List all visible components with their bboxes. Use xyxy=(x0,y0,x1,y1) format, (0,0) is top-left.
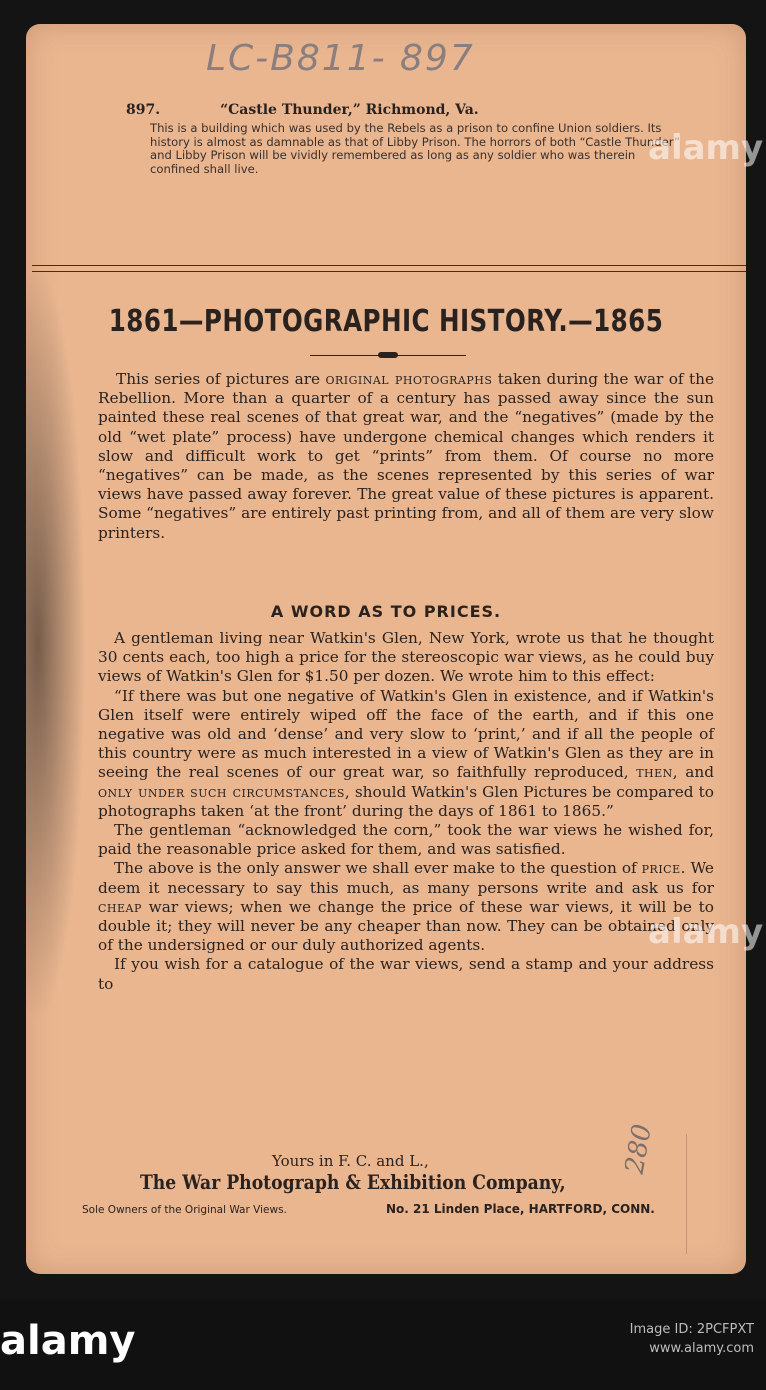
ink-stain xyxy=(26,264,86,1024)
handwritten-margin-note: 280 xyxy=(619,1121,658,1177)
photo-caption xyxy=(126,102,686,176)
prices-paragraph: A gentleman living near Watkin's Glen, New York, wrote us that he thought 30 cents each, too high a price for the stereoscopic war views, as he could buy views of Watkin's Glen for $1.50 per dozen. We wrote him to this effect: xyxy=(98,629,714,686)
prices-paragraph: The above is the only answer we shall ever make to the question of price. We deem it necessary to say this much, as many persons write and ask us for cheap war views; when we change the price of these war views, it will be to double it; they will never be any cheaper than now. They can be obtained only of the undersigned or our duly authorized agents. xyxy=(98,859,714,955)
watermark: alamy xyxy=(648,128,764,168)
divider-rule xyxy=(32,265,746,266)
intro-emphasis: original photographs xyxy=(325,370,493,388)
footer-owners: Sole Owners of the Original War Views. xyxy=(82,1204,287,1216)
divider-rule xyxy=(32,271,746,272)
intro-text: taken during the war of the Rebellion. More than a quarter of a century has passed away since the sun painted these real scenes of that great war, and the “negatives” (made by the old “wet plate” process) have undergone chemical changes which renders it slow and difficult work to get “prints” from them. Of course no more “negatives” can be made, as the scenes represented by this series of war views have passed away forever. The great value of these pictures is apparent. Some “negatives” are entirely past printing from, and all of them are very slow printers. xyxy=(98,370,714,542)
page-title: 1861—PHOTOGRAPHIC HISTORY.—1865 xyxy=(108,304,664,339)
caption-body: This is a building which was used by the Rebels as a prison to confine Union soldiers. Its history is almost as damnable as that of Libby Prison. The horrors of both “Castle Thunder” and Libby Prison will be vividly remembered as long as any soldier who was therein confined shall live. xyxy=(150,121,680,176)
caption-number: 897. xyxy=(126,102,161,118)
image-id-text: Image ID: 2PCFPXT xyxy=(629,1322,754,1337)
title-ornament xyxy=(310,352,466,358)
brand-logo: alamy xyxy=(0,1318,136,1364)
stamp-edge xyxy=(686,1134,717,1254)
image-id xyxy=(630,1320,754,1358)
prices-paragraph: The gentleman “acknowledged the corn,” took the war views he wished for, paid the reasonable price asked for them, and was satisfied. xyxy=(98,821,714,859)
caption-heading xyxy=(126,102,686,118)
footer-address: No. 21 Linden Place, HARTFORD, CONN. xyxy=(386,1202,655,1216)
caption-title: “Castle Thunder,” Richmond, Va. xyxy=(220,102,479,118)
watermark: alamy xyxy=(648,912,764,952)
signoff: Yours in F. C. and L., xyxy=(272,1152,429,1170)
handwritten-catalog-number: LC-B811- 897 xyxy=(206,38,475,79)
intro-text: This series of pictures are xyxy=(116,370,326,388)
prices-paragraph: If you wish for a catalogue of the war views, send a stamp and your address to xyxy=(98,955,714,993)
intro-paragraph xyxy=(98,370,714,543)
quote-paragraph: “If there was but one negative of Watkin's Glen in existence, and if Watkin's Glen itself were entirely wiped off the face of the earth, and if this one negative was old and ‘dense’ and very slow to ‘print,’ and if all the people of this country were as much interested in a view of Watkin's Glen as they are in seeing the real scenes of our great war, so faithfully reproduced, then, and only under such circumstances, should Watkin's Glen Pictures be compared to photographs taken ‘at the front’ during the days of 1861 to 1865.” xyxy=(98,686,714,820)
section-heading: A WORD AS TO PRICES. xyxy=(270,602,502,621)
stereograph-card-back xyxy=(26,24,764,1274)
company-name: The War Photograph & Exhibition Company, xyxy=(140,1170,566,1194)
site-url: www.alamy.com xyxy=(649,1341,754,1356)
prices-section xyxy=(98,629,714,994)
